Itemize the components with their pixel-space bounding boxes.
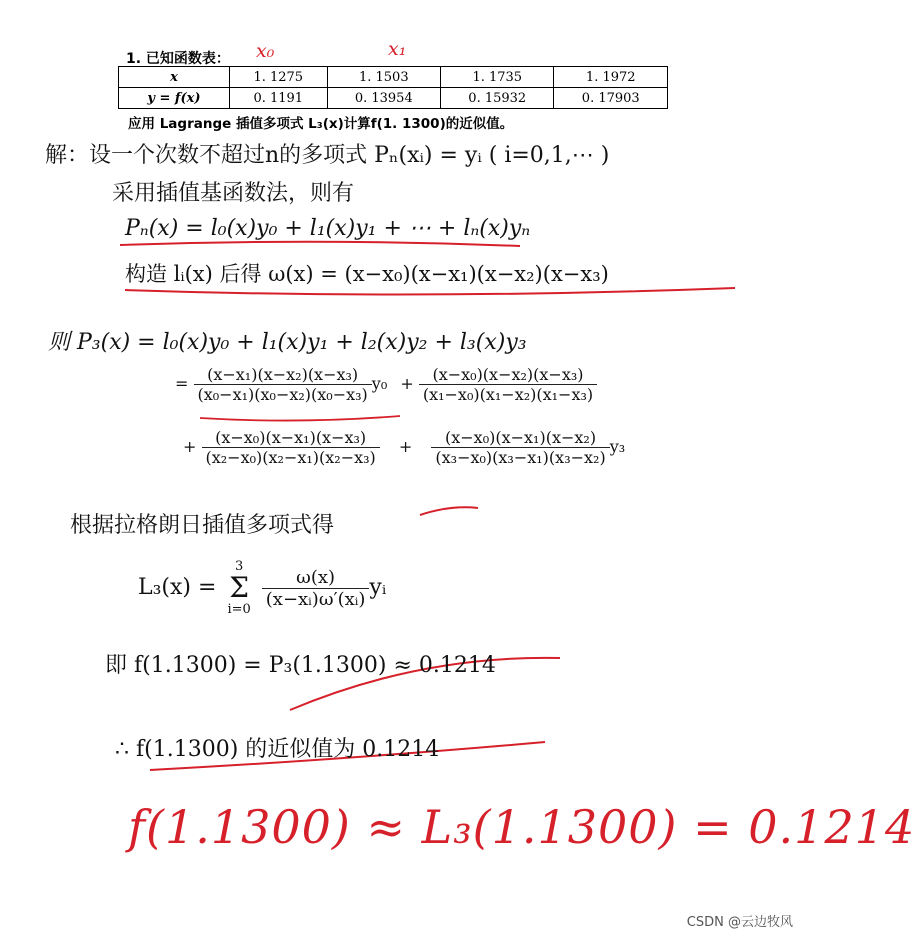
red-underline-den: [200, 416, 400, 421]
solution-line-2: 采用插值基函数法，则有: [112, 181, 355, 206]
y-value-3: 0. 17903: [554, 88, 668, 109]
sum-symbol: 3 Σ i=0: [227, 559, 251, 617]
fraction-term-0: $\frac{\text{(x−x₁)(x−x₂)(x−x₃)}}{\text{(x₀−x₁)(x₀−x₂)(x₀−x₃)}}$: [194, 365, 372, 404]
x-value-1: 1. 1503: [327, 67, 440, 88]
solution-line-7: 即 f(1.1300) = P₃(1.1300) ≈ 0.1214: [105, 653, 496, 678]
annotation-x1: x₁: [388, 38, 407, 60]
problem-title: 1. 已知函数表：: [126, 51, 230, 67]
watermark: CSDN @云边牧风: [686, 915, 793, 930]
lagrange-formula: L₃(x) = 3 Σ i=0 $\frac{\omega(x)}{\text{(x−xᵢ)ω′(xᵢ)}}$ yᵢ: [138, 559, 387, 617]
final-answer: f(1.1300) ≈ L₃(1.1300) = 0.1214: [128, 800, 915, 854]
y-value-0: 0. 1191: [230, 88, 328, 109]
solution-line-3: Pₙ(x) = l₀(x)y₀ + l₁(x)y₁ + ⋯ + lₙ(x)yₙ: [125, 216, 531, 241]
red-stroke-side: [420, 507, 478, 515]
question-text: 应用 Lagrange 插值多项式 L₃(x)计算f(1. 1300)的近似值。: [128, 116, 514, 132]
fraction-term-1: $\frac{\text{(x−x₀)(x−x₂)(x−x₃)}}{\text{(x₁−x₀)(x₁−x₂)(x₁−x₃)}}$: [419, 365, 597, 404]
lagrange-fraction: $\frac{\omega(x)}{\text{(x−xᵢ)ω′(xᵢ)}}$: [262, 567, 370, 610]
y-value-2: 0. 15932: [441, 88, 554, 109]
red-underline-pn: [120, 242, 520, 246]
solution-line-8: ∴ f(1.1300) 的近似值为 0.1214: [115, 737, 440, 762]
expansion-row-2: + $\frac{\text{(x−x₀)(x−x₁)(x−x₃)}}{\text{(x₂−x₀)(x₂−x₁)(x₂−x₃)}}$ + $\frac{\text{(x−x₀)(x−x₁)(x−x₂)}}{\text{(x₃−x₀)(x₃−x₁)(x₃−x₂)}}$ y₃: [183, 428, 626, 467]
red-underline-omega: [125, 288, 735, 295]
solution-line-6: 根据拉格朗日插值多项式得: [70, 513, 335, 538]
x-value-0: 1. 1275: [230, 67, 328, 88]
solution-line-1: 解：设一个次数不超过n的多项式 Pₙ(xᵢ) = yᵢ ( i=0,1,⋯ ): [45, 143, 610, 168]
solution-line-5: 则 P₃(x) = l₀(x)y₀ + l₁(x)y₁ + l₂(x)y₂ + l₃(x)y₃: [48, 330, 527, 355]
x-value-2: 1. 1735: [441, 67, 554, 88]
x-value-3: 1. 1972: [554, 67, 668, 88]
expansion-row-1: = $\frac{\text{(x−x₁)(x−x₂)(x−x₃)}}{\text{(x₀−x₁)(x₀−x₂)(x₀−x₃)}}$ y₀ + $\frac{\text{(x−x₀)(x−x₂)(x−x₃)}}{\text{(x₁−x₀)(x₁−x₂)(x₁−x₃)}}$: [175, 365, 597, 404]
row-label-y: y = f(x): [119, 88, 230, 109]
fraction-term-3: $\frac{\text{(x−x₀)(x−x₁)(x−x₂)}}{\text{(x₃−x₀)(x₃−x₁)(x₃−x₂)}}$: [431, 428, 609, 467]
solution-line-4: 构造 lᵢ(x) 后得 ω(x) = (x−x₀)(x−x₁)(x−x₂)(x−x₃): [125, 262, 609, 286]
annotation-x0: x₀: [256, 40, 275, 62]
fraction-term-2: $\frac{\text{(x−x₀)(x−x₁)(x−x₃)}}{\text{(x₂−x₀)(x₂−x₁)(x₂−x₃)}}$: [202, 428, 380, 467]
row-label-x: x: [119, 67, 230, 88]
y-value-1: 0. 13954: [327, 88, 440, 109]
